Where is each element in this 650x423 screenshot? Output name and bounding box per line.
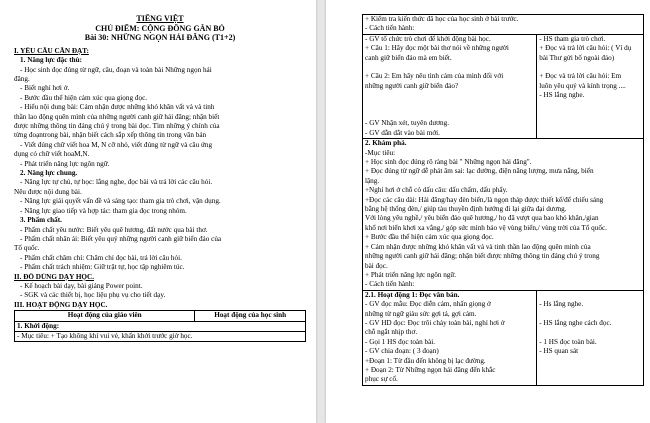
warmup-teacher-cell [363,34,537,138]
text-line: - GV chia đoạn: ( 3 đoạn) [365,347,439,356]
text-line: + Đọc và trả lời câu hỏi: Em [539,72,622,81]
text-line: canh giữ biển đảo mà em biết. [365,53,452,62]
text-line: - Cách tiến hành: [365,24,415,33]
text-line: - Phẩm chất nhân ái: Biết yêu quý những người canh giữ biển đảo của [20,234,222,243]
text-line: - HS quan sát [539,347,579,356]
subsection-qualities: 3. Phẩm chất. [20,216,62,225]
text-line: + Đọc đúng từ ngữ dễ phát âm sai: lạc đường, điện năng lượng, mưa nắng, biển [365,167,594,176]
subsection-general-competence: 2. Năng lực chung. [20,169,78,178]
text-line: bằng hệ thống đèn,/ giúp tàu thuyền định hướng đi lại giữa đại dương. [365,205,567,214]
text-line: luôn yêu quý và kính trọng .... [539,81,626,90]
explore-heading: 2. Khám phá. [365,139,407,148]
text-line: - HS lắng nghe cách đọc. [539,318,612,327]
text-line: - Hiểu nội dung bài: Cảm nhận được những khó khăn vất vả và tinh [20,103,215,112]
text-line: - SGK và các thiết bị, học liệu phụ vụ cho tiết dạy. [20,291,166,300]
text-line: Tổ quốc. [14,244,40,253]
table-row [363,34,644,138]
text-line: - HS tham gia trò chơi. [539,34,606,43]
text-line: được những thông tin đáng chú ý trong bài đọc. Tìm những ý chính của [14,122,220,131]
text-line: + Học sinh đọc đúng rõ ràng bài " Những ngọn hải đăng". [365,158,532,167]
text-line: + Kiểm tra kiến thức đã học của học sinh ở bài trước. [365,15,519,23]
text-line: dụng có chữ viết hoaM,N. [14,150,90,159]
warmup-heading: 1. Khởi động: [15,321,306,331]
text-line: - GV dẫn dắt vào bài mới. [365,128,440,137]
reading-teacher-cell [363,290,537,385]
text-line: - Học sinh đọc đúng từ ngữ, câu, đoạn và toàn bài Những ngọn hải [20,65,212,74]
text-line: chỗ ngắt nhịp thơ. [365,328,418,337]
text-line: - Phẩm chất yêu nước: Biết yêu quê hương, đất nước qua bài thơ. [20,225,208,234]
section-activities: III. HOẠT ĐỘNG DẠY HỌC. [14,300,108,309]
column-header-student: Hoạt động của học sinh [195,311,306,321]
text-line: + Câu 2: Em hãy nêu tình cảm của mình đối với [365,72,504,81]
reading-activity-heading: 2.1. Hoạt động 1: Đọc văn bản. [365,290,460,299]
activities-table [14,310,306,342]
text-line: thần lao động quên mình của những người canh giữ hải đăng; nhận biết [14,112,220,121]
warmup-student-cell [537,34,644,138]
text-line: lặng. [365,176,380,185]
text-line: - GV đọc mẫu: Đọc diễn cảm, nhấn giọng ở [365,300,491,309]
explore-cell [363,139,644,291]
warmup-goal-cell [363,15,644,35]
text-line: những người canh giữ biển đảo? [365,81,459,90]
text-line: - HS lắng nghe. [539,91,585,100]
text-line: đăng. [14,75,30,83]
subject-heading: TIẾNG VIỆT [136,14,184,23]
text-line: bài đọc. [365,261,388,270]
text-line: + Bước đầu thể hiện cảm xúc qua giọng đọc. [365,233,494,242]
text-line: - 1 HS đọc toàn bài. [539,337,597,346]
paragraph-qualities [14,226,306,273]
text-line: - Năng lực giải quyết vấn đề và sáng tạo: tham gia trò chơi, vận dụng. [20,197,221,206]
text-line: những người canh giữ hải đăng; nhận biết được những thông tin đáng chú ý trong [365,252,600,261]
text-line: + Đoạn 2: Từ Những ngọn hải đăng đến khắc [365,365,496,374]
reading-student-cell [537,290,644,385]
table-row [363,290,644,385]
table-row [15,331,306,341]
text-line: + Cảm nhận được những khó khăn vất vả và tinh thần lao động quên mình của [365,242,591,251]
text-line: + Phát triển năng lực ngôn ngữ. [365,270,457,279]
table-row [363,15,644,35]
text-line: - Phẩm chất chăm chỉ: Chăm chỉ đọc bài, trả lời câu hỏi. [20,253,182,262]
subsection-specific-competence: 1. Năng lực đặc thù: [20,56,83,65]
text-line: khổ nơi biển khơi xa vắng,/ góp sức mình bảo vệ vùng biển,/ vùng trời của Tổ quốc. [365,223,607,232]
paragraph-general-competence [14,178,306,216]
theme-heading: CHỦ ĐIỂM: CỘNG ĐỒNG GẮN BÓ [95,23,225,33]
table-row [363,139,644,291]
text-line: - Phát triển năng lực ngôn ngữ. [20,159,110,168]
text-line: - Viết đúng chữ viết hoa M, N cỡ nhỏ, viết đúng từ ngữ và câu ứng [20,140,213,149]
text-line: phục sự cố. [365,375,398,384]
table-header-row [15,311,306,321]
paragraph-specific-competence [14,66,306,169]
text-line: - Biết nghỉ hơi ở. [20,84,70,93]
text-line: +Nghỉ hơi ở chỗ có dấu câu: dấu chấm, dấu phẩy. [365,186,508,195]
text-line: - GV tổ chức trò chơi để khởi động bài học. [365,34,491,43]
text-line: Với lòng yêu nghề,/ yêu biển đảo quê hương,/ họ đã vượt qua bao khó khăn,/gian [365,214,599,223]
text-line: - GV Nhận xét, tuyên dương. [365,119,450,128]
text-line: - Bước đầu thể hiện cảm xúc qua giọng đọc. [20,93,148,102]
text-line: - Gọi 1 HS đọc toàn bài. [365,337,436,346]
text-line: + Đọc và trả lời câu hỏi: ( Ví dụ [539,44,632,53]
text-line: những từ ngữ giàu sức gợi tả, gợi cảm. [365,309,477,318]
text-line: -Mục tiêu: [365,148,396,157]
table-row [15,321,306,331]
text-line: +Đọc các câu dài: Hải đăng/hay đèn biển,/là ngọn tháp được thiết kế/để chiếu sáng [365,195,604,204]
activities-table-continued [362,14,644,386]
document-page-left [0,0,316,423]
section-requirements: I. YÊU CẦU CẦN ĐẠT: [14,46,89,55]
text-line: - Phẩm chất trách nhiệm: Giữ trật tự, học tập nghiêm túc. [20,263,185,272]
column-header-teacher: Hoạt động của giáo viên [15,311,195,321]
text-line: +Đoạn 1: Từ đầu đến không bị lạc đường. [365,356,486,365]
lesson-title: Bài 30: NHỮNG NGỌN HẢI ĐĂNG (T1+2) [84,33,236,43]
text-line: + Câu 1: Hãy đọc một bài thơ nói về những người [365,44,509,53]
document-page-right [326,0,650,423]
text-line: - Cách tiến hành: [365,280,415,289]
text-line: - Năng lực giao tiếp và hợp tác: tham gia đọc trong nhóm. [20,206,187,215]
text-line: - GV HD đọc: Đọc trôi chảy toàn bài, nghỉ hơi ở [365,318,505,327]
text-line: từng đoạntrong bài, nhận biết cách sắp xếp thông tin trong văn bản [14,131,207,140]
text-line: - Kế hoạch bài dạy, bài giảng Power point. [20,281,143,290]
text-line: Nêu được nội dung bài. [14,187,82,196]
warmup-goal: - Mục tiêu: + Tạo không khí vui vẻ, khấn khởi trước giờ học. [15,331,306,341]
text-line: - Năng lực tự chủ, tự học: lắng nghe, đọc bài và trả lời các câu hỏi. [20,178,213,187]
text-line: - Hs lắng nghe. [539,300,584,309]
text-line: bài Thư gửi bố ngoài đảo) [539,53,615,62]
section-materials: II. ĐỒ DÙNG DẠY HỌC. [14,272,94,281]
